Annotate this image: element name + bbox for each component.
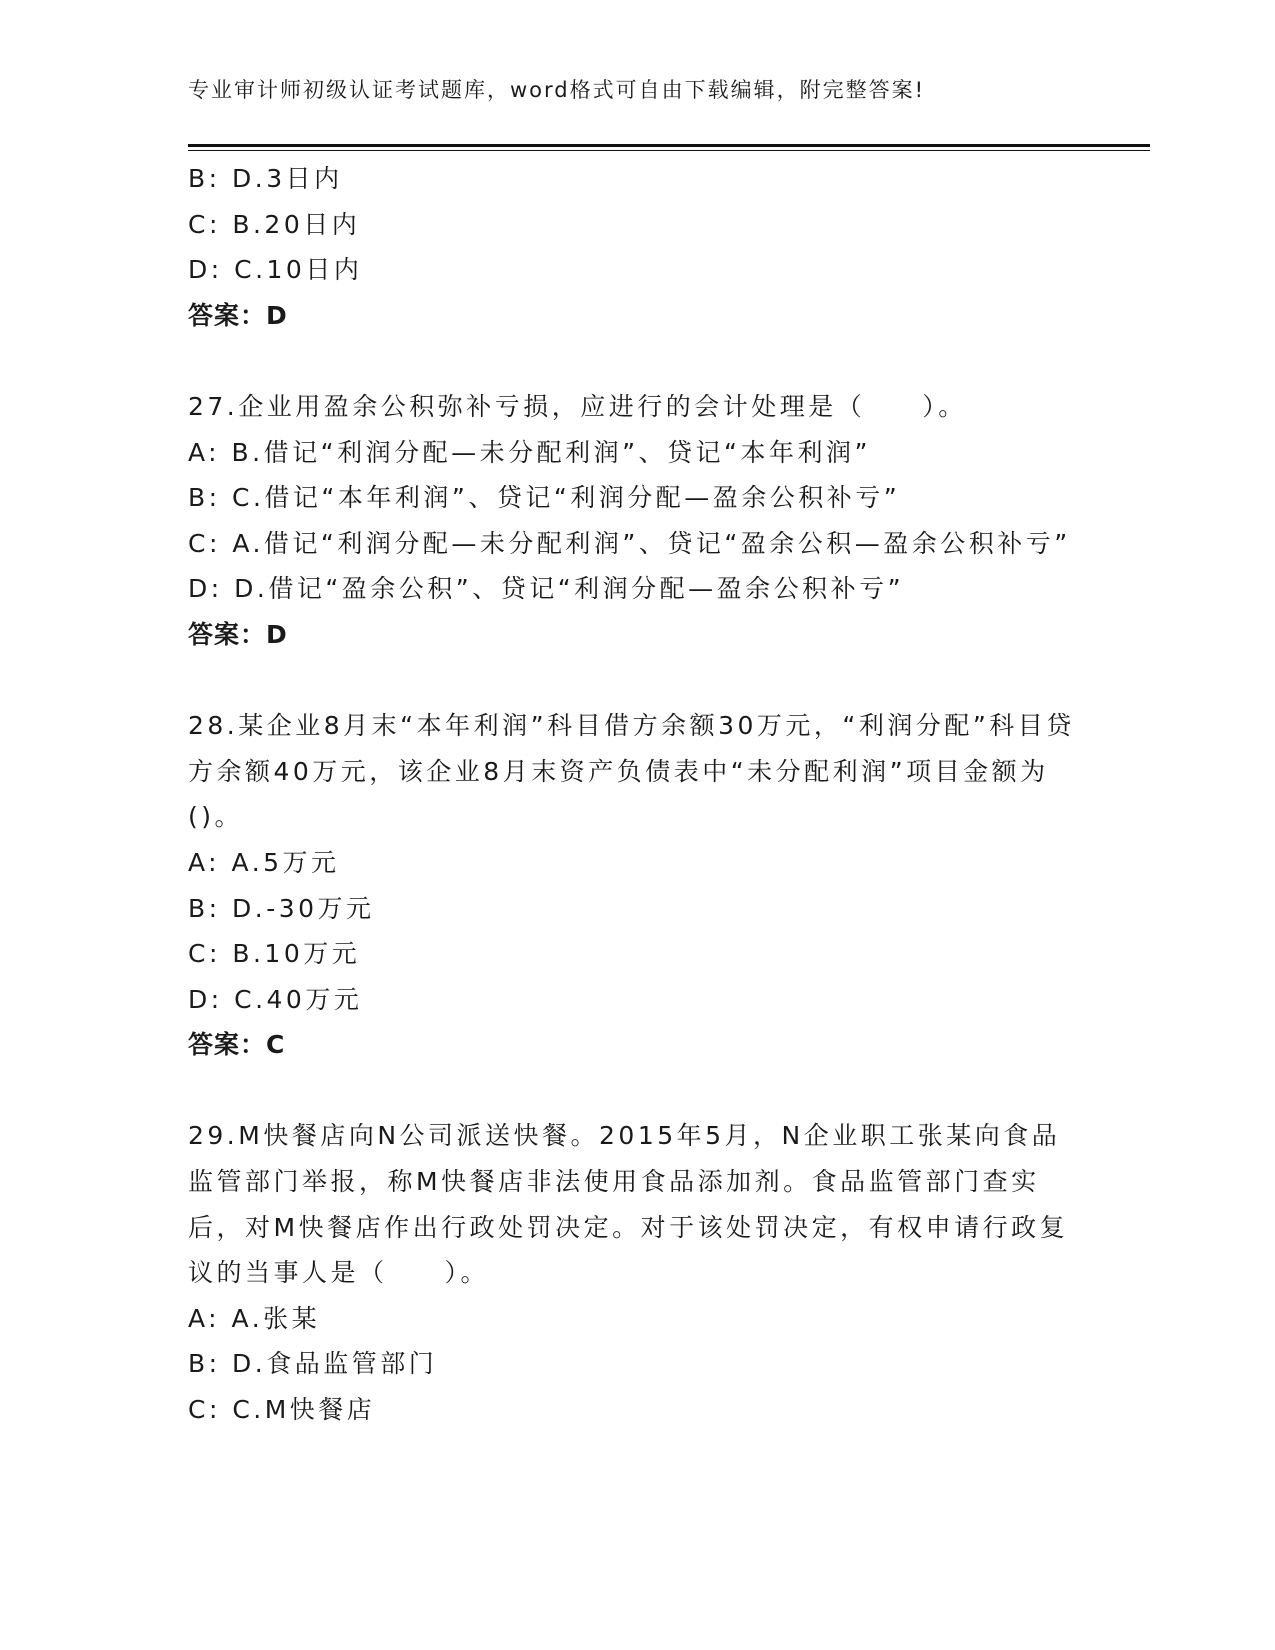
question-28	[188, 703, 1078, 1068]
question-stem: 28.某企业8月末“本年利润”科目借方余额30万元，“利润分配”科目贷方余额40万元，该企业8月末资产负债表中“未分配利润”项目金额为()。	[188, 711, 1075, 832]
option-d: D: D.借记“盈余公积”、贷记“利润分配—盈余公积补亏”	[188, 574, 905, 604]
question-content	[188, 156, 1078, 1433]
option-a: A: A.5万元	[188, 847, 340, 877]
header-rule-thick	[188, 144, 1150, 147]
option-b: B: C.借记“本年利润”、贷记“利润分配—盈余公积补亏”	[188, 483, 901, 513]
header-rule-thin	[188, 150, 1150, 151]
answer: 答案：C	[188, 1030, 286, 1060]
option-a: A: B.借记“利润分配—未分配利润”、贷记“本年利润”	[188, 437, 871, 467]
answer: 答案：D	[188, 619, 288, 649]
answer: 答案：D	[188, 300, 288, 330]
question-27	[188, 384, 1078, 658]
option-b: B: D.食品监管部门	[188, 1349, 438, 1379]
option-d: D: C.10日内	[188, 255, 363, 285]
question-stem: 27.企业用盈余公积弥补亏损，应进行的会计处理是（ ）。	[188, 391, 967, 421]
previous-question-tail	[188, 156, 1078, 338]
page-header: 专业审计师初级认证考试题库，word格式可自由下载编辑，附完整答案!	[188, 78, 926, 102]
option-c: C: A.借记“利润分配—未分配利润”、贷记“盈余公积—盈余公积补亏”	[188, 528, 1071, 558]
option-a: A: A.张某	[188, 1303, 321, 1333]
option-b: B: D.-30万元	[188, 893, 375, 923]
option-c: C: C.M快餐店	[188, 1395, 376, 1425]
question-29	[188, 1113, 1078, 1432]
option-c: C: B.10万元	[188, 939, 361, 969]
option-b: B: D.3日内	[188, 164, 343, 193]
option-d: D: C.40万元	[188, 984, 363, 1014]
option-c: C: B.20日内	[188, 209, 361, 239]
question-stem: 29.M快餐店向N公司派送快餐。2015年5月，N企业职工张某向食品监管部门举报，称M快餐店非法使用食品添加剂。食品监管部门查实后，对M快餐店作出行政处罚决定。对于该处罚决定，有权申请行政复议的当事人是（ ）。	[188, 1121, 1069, 1288]
